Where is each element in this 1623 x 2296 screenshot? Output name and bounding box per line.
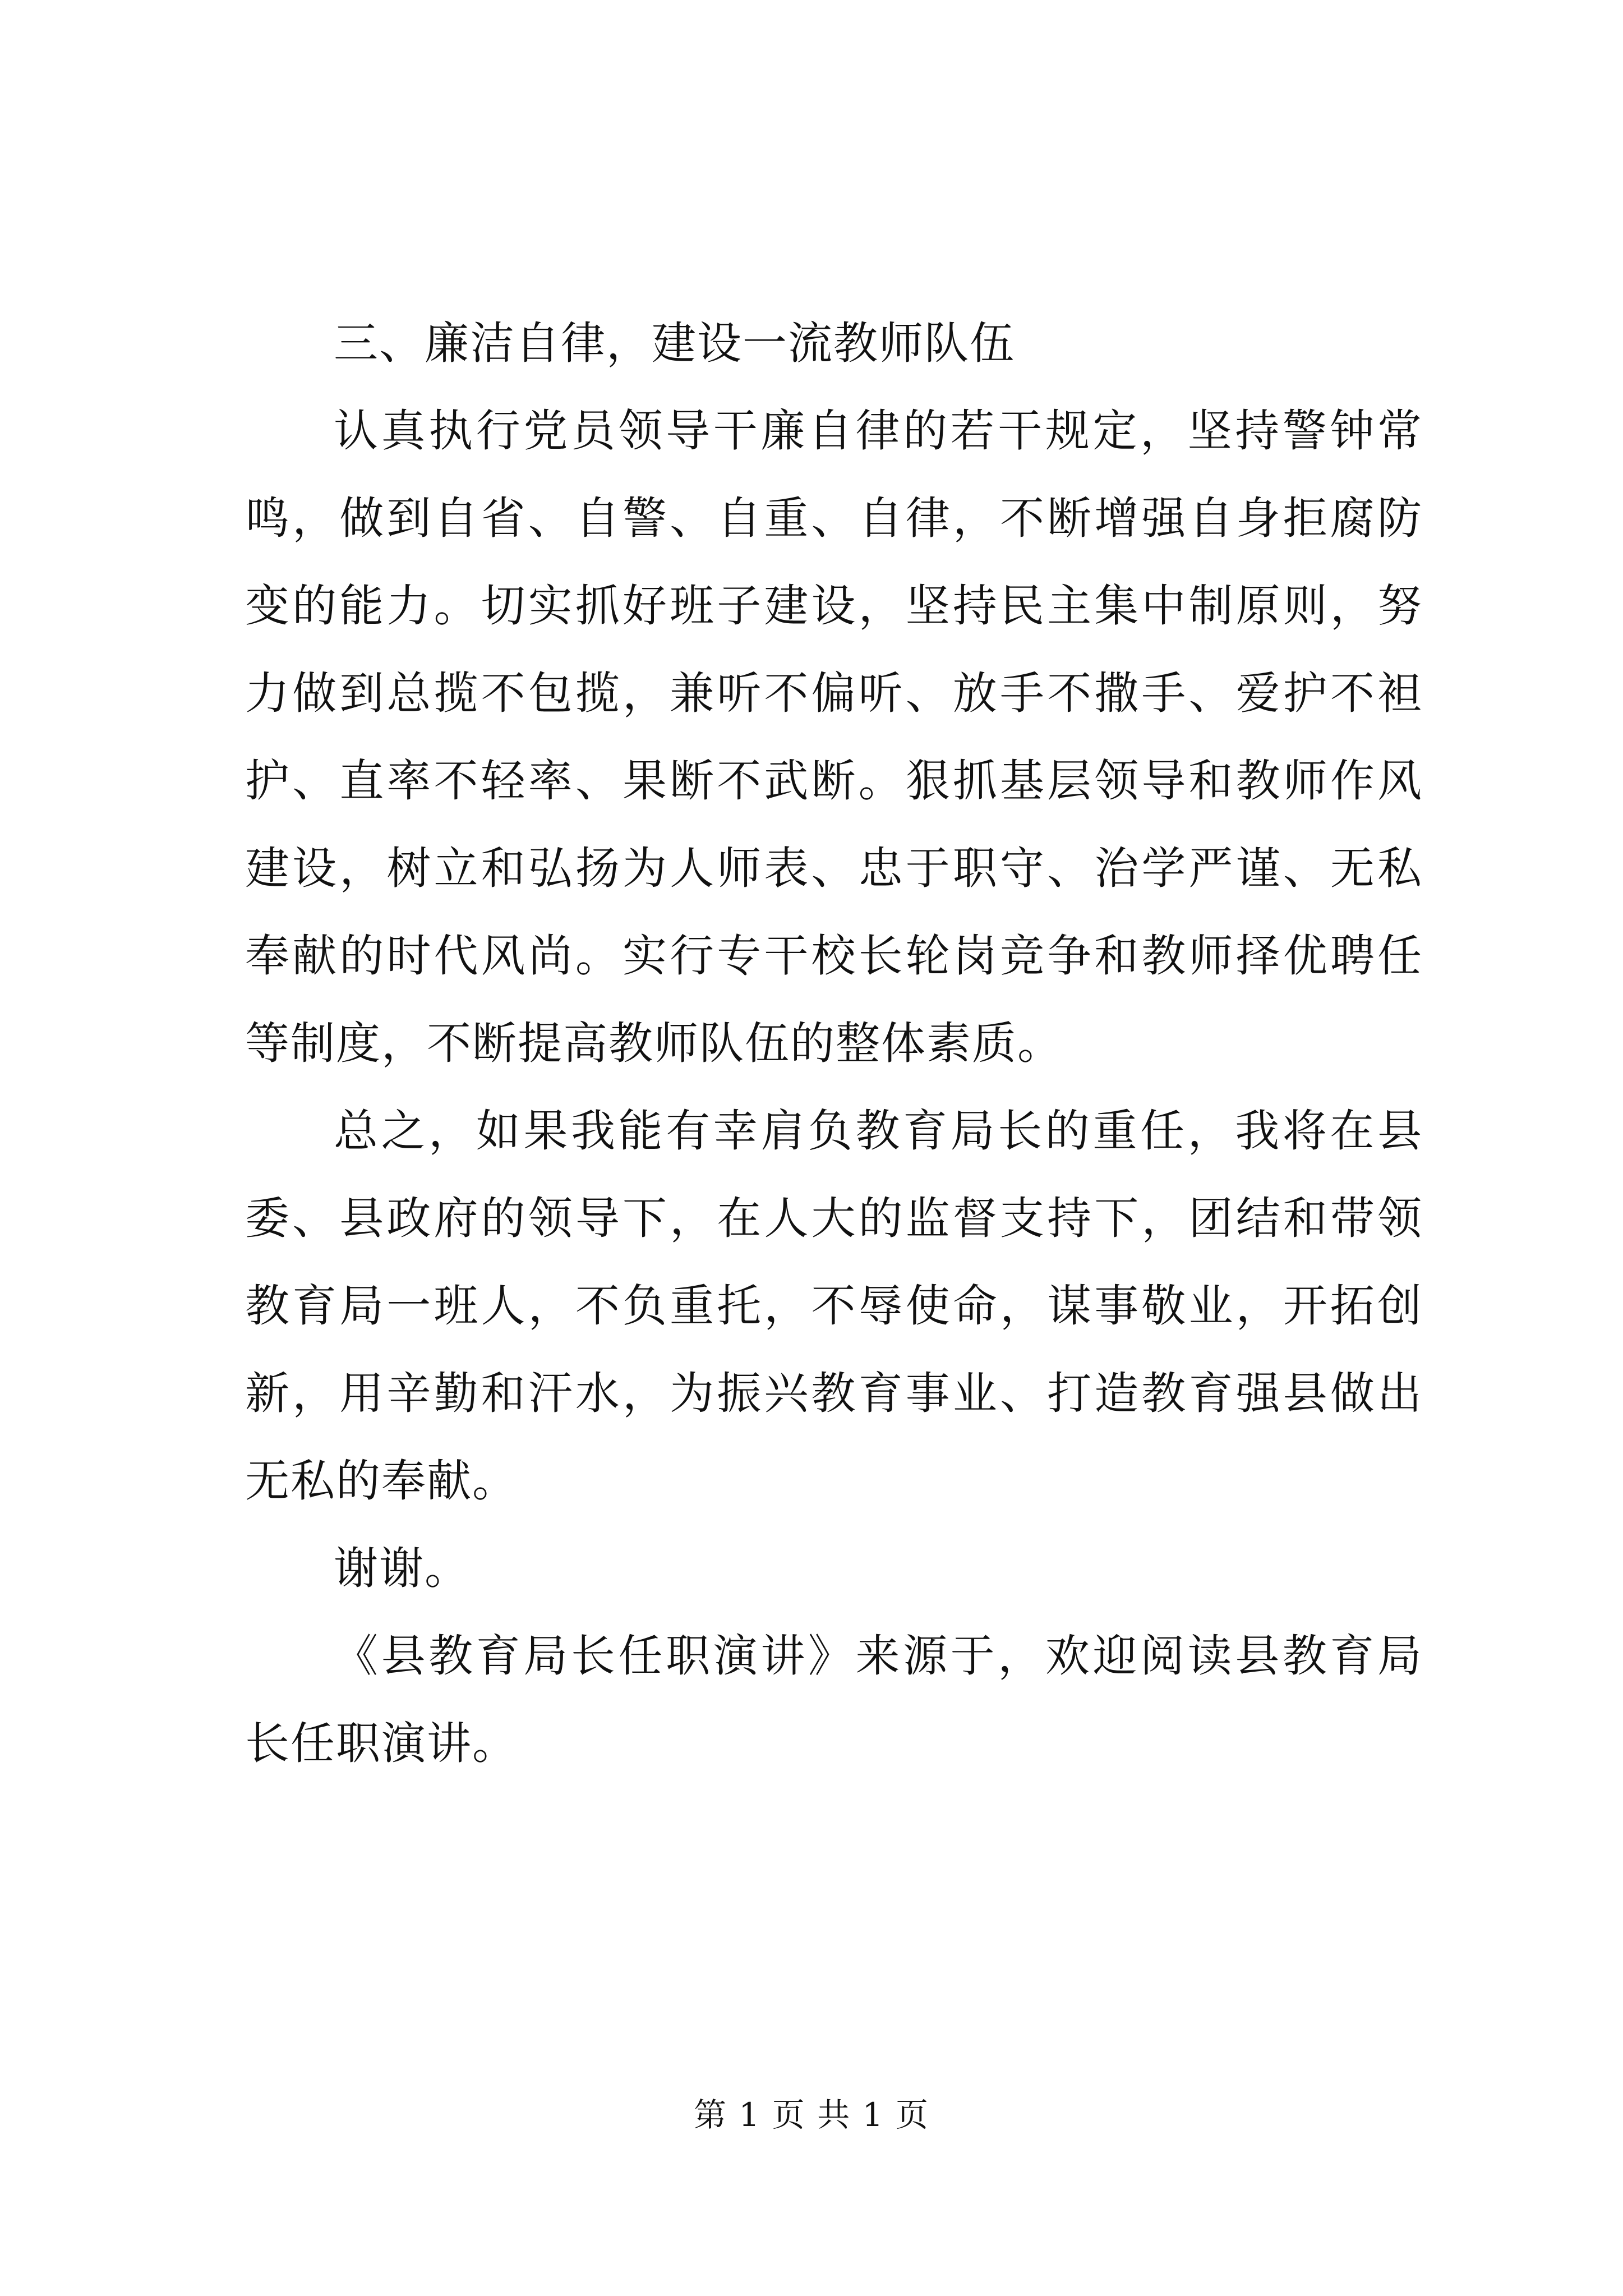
paragraph-integrity: 认真执行党员领导干廉自律的若干规定，坚持警钟常鸣，做到自省、自警、自重、自律，不断增强自身拒腐防变的能力。切实抓好班子建设，坚持民主集中制原则，努力做到总揽不包揽，兼听不偏听、放手不撒手、爱护不袒护、直率不轻率、果断不武断。狠抓基层领导和教师作风建设，树立和弘扬为人师表、忠于职守、治学严谨、无私奉献的时代风尚。实行专干校长轮岗竞争和教师择优聘任等制度，不断提高教师队伍的整体素质。 — [245, 405, 1423, 1069]
paragraph-source: 《县教育局长任职演讲》来源于，欢迎阅读县教育局长任职演讲。 — [245, 1630, 1423, 1769]
paragraph-thanks: 谢谢。 — [334, 1543, 470, 1594]
page-footer: 第 1 页 共 1 页 — [694, 2096, 929, 2134]
section-heading: 三、廉洁自律，建设一流教师队伍 — [334, 318, 1015, 369]
paragraph-conclusion: 总之，如果我能有幸肩负教育局长的重任，我将在县委、县政府的领导下，在人大的监督支持下，团结和带领教育局一班人，不负重托，不辱使命，谋事敬业，开拓创新，用辛勤和汗水，为振兴教育事业、打造教育强县做出无私的奉献。 — [245, 1105, 1423, 1507]
document-body — [245, 300, 1423, 1787]
